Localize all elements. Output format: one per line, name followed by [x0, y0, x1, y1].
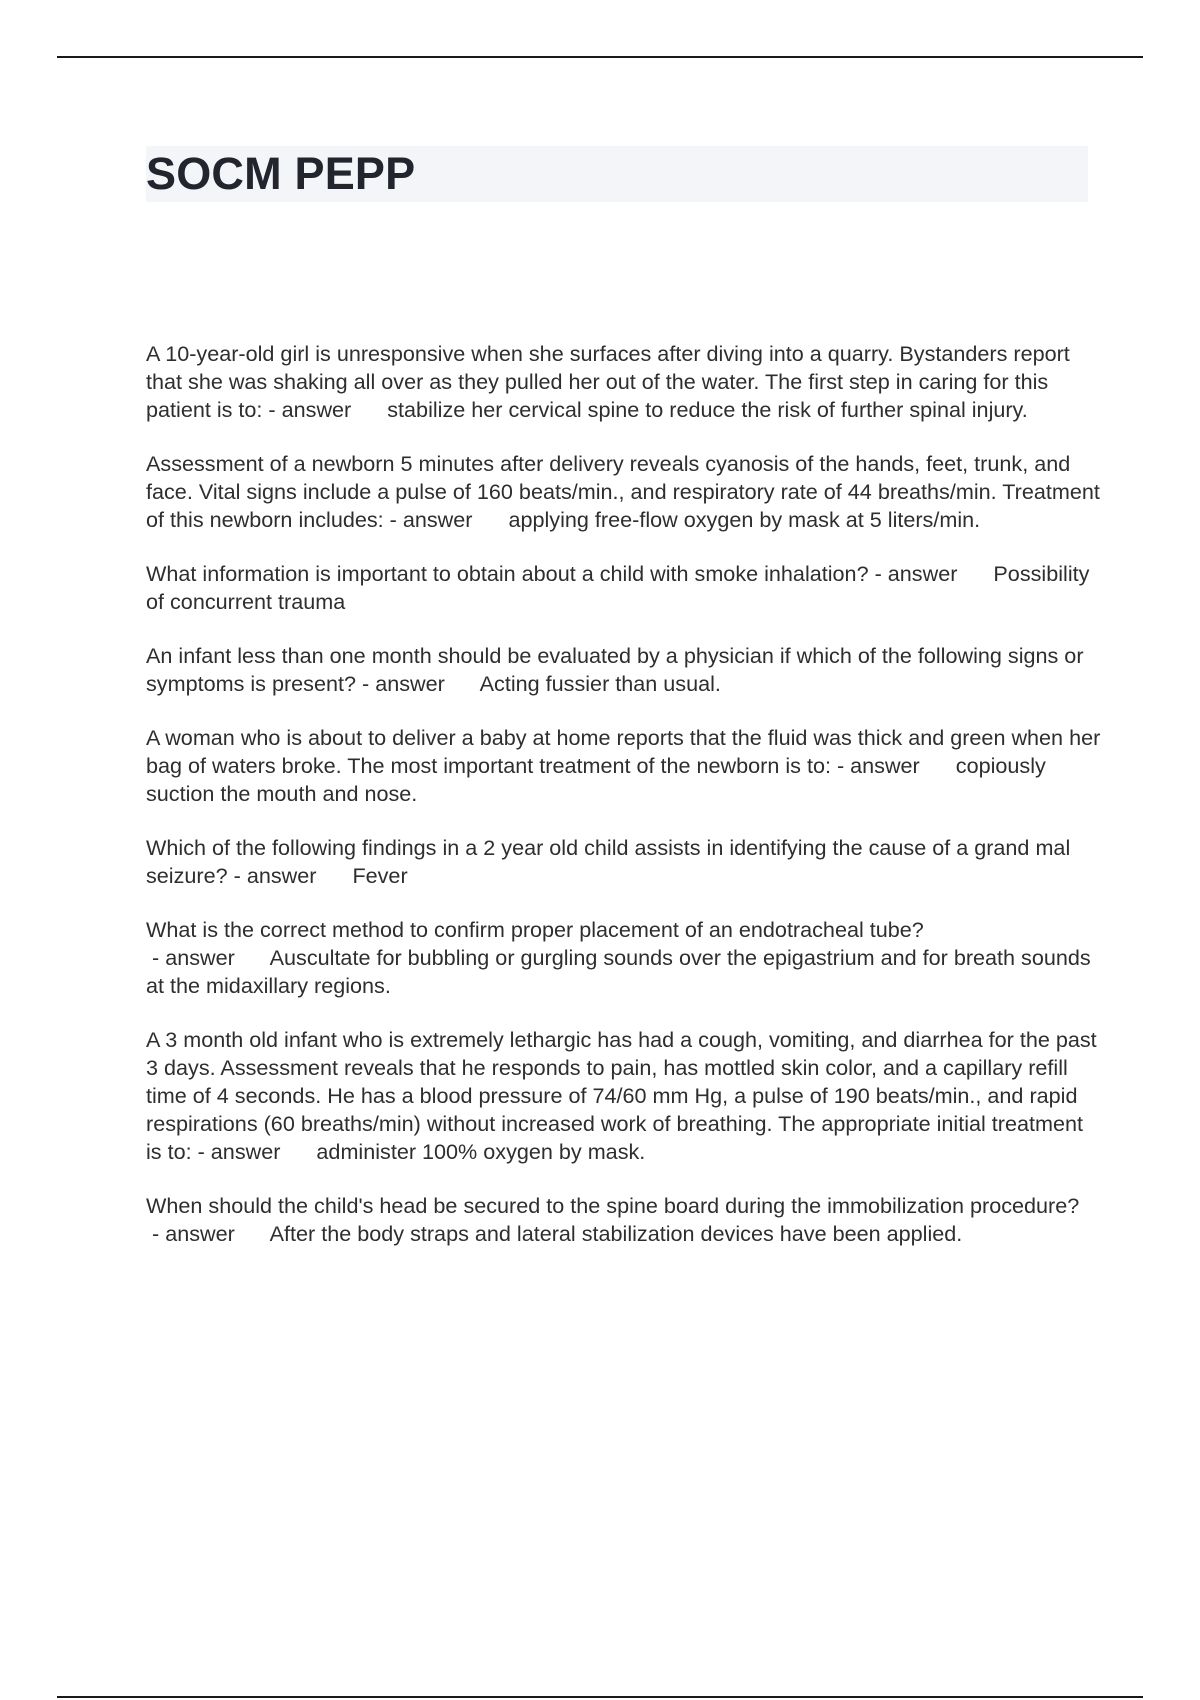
question-text: When should the child's head be secured to the spine board during the immobilization procedure?	[146, 1193, 1080, 1218]
document-title: SOCM PEPP	[146, 148, 416, 199]
answer-text: applying free-flow oxygen by mask at 5 liters/min.	[508, 507, 981, 532]
answer-separator: - answer	[191, 1139, 281, 1164]
header-rule	[57, 56, 1143, 58]
qa-item	[146, 724, 1101, 808]
answer-text: Fever	[352, 863, 408, 888]
question-text: An infant less than one month should be evaluated by a physician if which of the following signs or symptoms is present?	[146, 643, 1084, 696]
answer-separator: - answer	[830, 753, 920, 778]
question-text: What is the correct method to confirm proper placement of an endotracheal tube?	[146, 917, 924, 942]
qa-item	[146, 916, 1101, 1000]
question-text: Assessment of a newborn 5 minutes after delivery reveals cyanosis of the hands, feet, trunk, and face. Vital signs include a pulse of 160 beats/min., and respiratory rate of 44 breaths/min. Treatment of this newborn includes:	[146, 451, 1100, 532]
answer-text: Possibility of concurrent trauma	[146, 561, 1090, 614]
qa-item	[146, 1192, 1101, 1248]
answer-text: After the body straps and lateral stabilization devices have been applied.	[269, 1221, 963, 1246]
qa-item	[146, 834, 1101, 890]
question-text: What information is important to obtain about a child with smoke inhalation?	[146, 561, 869, 586]
answer-text: Acting fussier than usual.	[479, 671, 721, 696]
answer-text: Auscultate for bubbling or gurgling sounds over the epigastrium and for breath sounds at the midaxillary regions.	[146, 945, 1091, 998]
answer-separator: - answer	[146, 1221, 235, 1246]
answer-text: copiously suction the mouth and nose.	[146, 753, 1046, 806]
answer-separator: - answer	[146, 945, 235, 970]
answer-separator: - answer	[227, 863, 317, 888]
answer-separator: - answer	[356, 671, 445, 696]
answer-separator: - answer	[868, 561, 958, 586]
answer-separator: - answer	[262, 397, 352, 422]
qa-item	[146, 560, 1101, 616]
question-text: Which of the following findings in a 2 year old child assists in identifying the cause of a grand mal seizure?	[146, 835, 1071, 888]
question-text: A 10-year-old girl is unresponsive when she surfaces after diving into a quarry. Bystanders report that she was shaking all over as they pulled her out of the water. The first step in caring for this patient is to:	[146, 341, 1070, 422]
qa-item	[146, 340, 1101, 424]
qa-item	[146, 1026, 1101, 1166]
question-text: A woman who is about to deliver a baby at home reports that the fluid was thick and green when her bag of waters broke. The most important treatment of the newborn is to:	[146, 725, 1101, 778]
footer-rule	[57, 1696, 1143, 1698]
qa-list	[146, 340, 1101, 1274]
answer-separator: - answer	[383, 507, 473, 532]
question-text: A 3 month old infant who is extremely lethargic has had a cough, vomiting, and diarrhea for the past 3 days. Assessment reveals that he responds to pain, has mottled skin color, and a capillary refill time of 4 seconds. He has a blood pressure of 74/60 mm Hg, a pulse of 190 beats/min., and rapid respirations (60 breaths/min) without increased work of breathing. The appropriate initial treatment is to:	[146, 1027, 1097, 1164]
answer-text: administer 100% oxygen by mask.	[316, 1139, 646, 1164]
qa-item	[146, 450, 1101, 534]
qa-item	[146, 642, 1101, 698]
answer-text: stabilize her cervical spine to reduce the risk of further spinal injury.	[387, 397, 1028, 422]
